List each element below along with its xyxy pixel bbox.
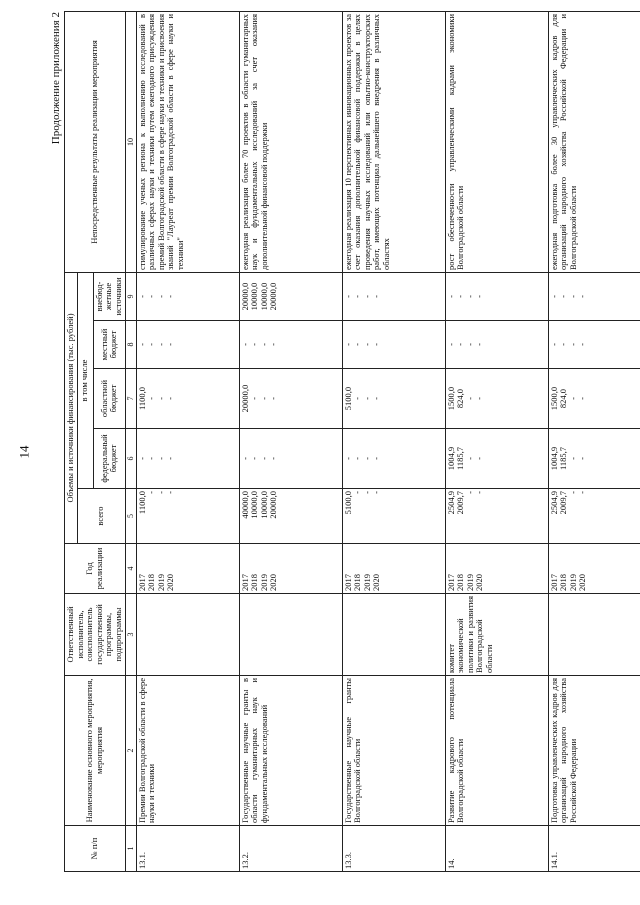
- header-number: № п/п: [65, 826, 126, 872]
- row-local: - - - -: [239, 321, 342, 369]
- row-number: 14.: [445, 826, 548, 872]
- row-years: 2017 2018 2019 2020: [239, 544, 342, 594]
- row-federal: 1004,9 1185,7 - -: [445, 429, 548, 489]
- header-including: в том числе: [77, 273, 93, 489]
- header-name: Наименование основного мероприятия, мероприятия: [65, 676, 126, 826]
- row-total: 2504,9 2009,7 - -: [445, 489, 548, 544]
- table-row: [136, 12, 239, 872]
- row-federal: - - - -: [342, 429, 445, 489]
- row-number: 13.2.: [239, 826, 342, 872]
- row-responsible: комитет экономической политики и развития Волгоградской области: [445, 594, 548, 676]
- row-responsible: [548, 594, 640, 676]
- row-total: 2504,9 2009,7 - -: [548, 489, 640, 544]
- column-number: 10: [125, 12, 136, 273]
- header-result: Непосредственные результаты реализации мероприятия: [65, 12, 126, 273]
- row-extra: - - - -: [548, 273, 640, 321]
- table-row: [548, 12, 640, 872]
- column-number: 7: [125, 369, 136, 429]
- row-extra: 20000,0 10000,0 10000,0 20000,0: [239, 273, 342, 321]
- row-extra: - - - -: [342, 273, 445, 321]
- column-number: 9: [125, 273, 136, 321]
- row-name: Развитие кадрового потенциала Волгоградской области: [445, 676, 548, 826]
- program-table: [64, 11, 640, 872]
- row-local: - - - -: [136, 321, 239, 369]
- column-number: 5: [125, 489, 136, 544]
- row-years: 2017 2018 2019 2020: [548, 544, 640, 594]
- page-number: 14: [16, 445, 32, 459]
- header-funding: Объемы и источники финансирования (тыс. рублей): [65, 273, 78, 544]
- row-result: ежегодная реализация более 70 проектов в области гуманитарных наук и фундаментальных исследований за счет оказания дополнительной финансовой поддержки: [239, 12, 342, 273]
- row-result: ежегодная подготовка более 30 управленческих кадров для организаций народного хозяйства Российской Федерации и Волгоградской области: [548, 12, 640, 273]
- row-extra: - - - -: [445, 273, 548, 321]
- header-regional: областной бюджет: [93, 369, 125, 429]
- row-responsible: [136, 594, 239, 676]
- row-responsible: [239, 594, 342, 676]
- row-regional: 1500,0 824,0 - -: [548, 369, 640, 429]
- row-number: 13.3.: [342, 826, 445, 872]
- column-number: 1: [125, 826, 136, 872]
- column-number: 4: [125, 544, 136, 594]
- header-local: местный бюджет: [93, 321, 125, 369]
- row-result: стимулирование ученых региона к выполнению исследований в различных сферах науки и техники путем ежегодного присуждения премий Волгоградской области в сфере науки и техники и присвоения званий "Лауреат премии Волгоградской области в сфере науки и техники": [136, 12, 239, 273]
- row-result: ежегодная реализация 10 перспективных инновационных проектов за счет оказания дополнительной финансовой поддержки в целях проведения научных исследований или опытно-конструкторских работ, имеющих потенциал дальнейшего внедрения в различных областях: [342, 12, 445, 273]
- row-regional: 1100,0 - - -: [136, 369, 239, 429]
- row-total: 40000,0 10000,0 10000,0 20000,0: [239, 489, 342, 544]
- row-federal: - - - -: [239, 429, 342, 489]
- table-row: [342, 12, 445, 872]
- header-total: всего: [77, 489, 125, 544]
- row-name: Государственные научные гранты в области гуманитарных наук и фундаментальных исследований: [239, 676, 342, 826]
- row-federal: 1004,9 1185,7 - -: [548, 429, 640, 489]
- rotated-page: [48, 12, 623, 872]
- row-name: Премии Волгоградской области в сфере науки и техники: [136, 676, 239, 826]
- row-name: Государственные научные гранты Волгоградской области: [342, 676, 445, 826]
- column-number: 3: [125, 594, 136, 676]
- row-number: 14.1.: [548, 826, 640, 872]
- row-federal: - - - -: [136, 429, 239, 489]
- header-federal: федеральный бюджет: [93, 429, 125, 489]
- row-regional: 5100,0 - - -: [342, 369, 445, 429]
- row-extra: - - - -: [136, 273, 239, 321]
- column-number: 2: [125, 676, 136, 826]
- row-years: 2017 2018 2019 2020: [445, 544, 548, 594]
- row-local: - - - -: [445, 321, 548, 369]
- table-row: [239, 12, 342, 872]
- table-row: [445, 12, 548, 872]
- row-total: 5100,0 - - -: [342, 489, 445, 544]
- column-number: 6: [125, 429, 136, 489]
- row-number: 13.1.: [136, 826, 239, 872]
- row-total: 1100,0 - - -: [136, 489, 239, 544]
- row-local: - - - -: [342, 321, 445, 369]
- row-regional: 1500,0 824,0 - -: [445, 369, 548, 429]
- header-responsible: Ответственный исполнитель, соисполнитель государственной программы, подпрограммы: [65, 594, 126, 676]
- row-years: 2017 2018 2019 2020: [136, 544, 239, 594]
- header-extra: внебюд-жетные источники: [93, 273, 125, 321]
- row-local: - - - -: [548, 321, 640, 369]
- row-result: рост обеспеченности управленческими кадрами экономики Волгоградской области: [445, 12, 548, 273]
- row-regional: 20000,0 - - -: [239, 369, 342, 429]
- header-year: Год реализации: [65, 544, 126, 594]
- row-responsible: [342, 594, 445, 676]
- row-name: Подготовка управленческих кадров для организаций народного хозяйства Российской Федерации: [548, 676, 640, 826]
- column-number: 8: [125, 321, 136, 369]
- continuation-caption: Продолжение приложения 2: [50, 12, 62, 145]
- row-years: 2017 2018 2019 2020: [342, 544, 445, 594]
